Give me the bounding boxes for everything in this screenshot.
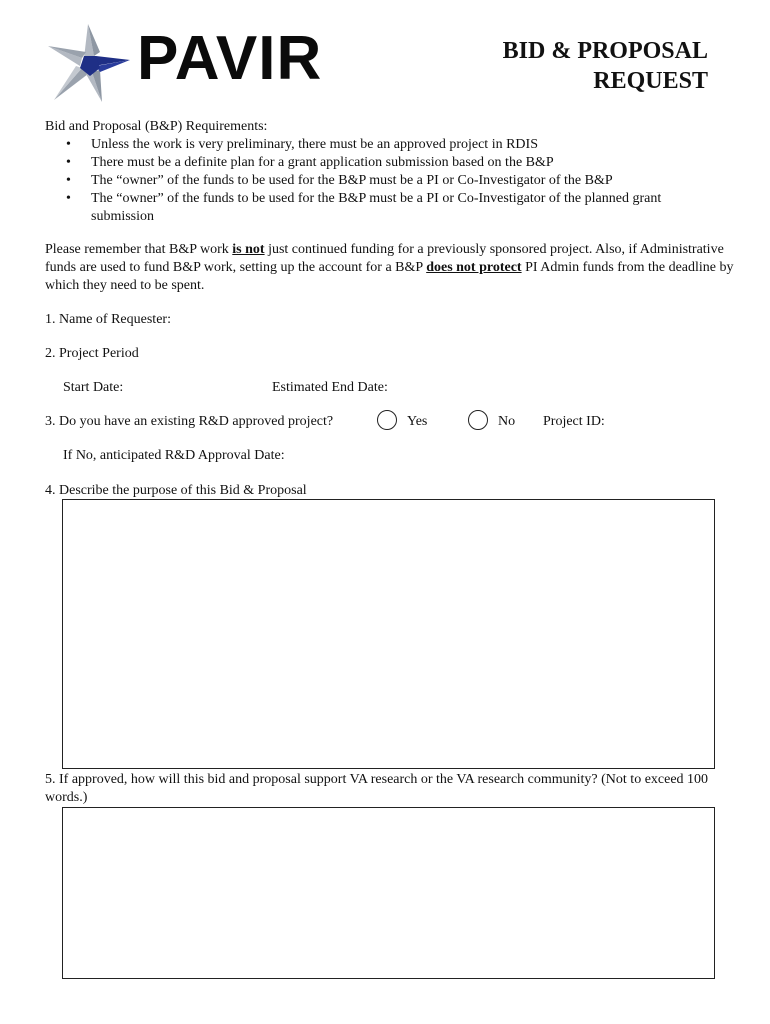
funding-notice bbox=[45, 241, 735, 295]
yes-label: Yes bbox=[407, 414, 428, 429]
notice-emphasis-does-not-protect: does not protect bbox=[426, 260, 522, 275]
requirement-text: The “owner” of the funds to be used for the B&P must be a PI or Co-Investigator of the B&P bbox=[91, 173, 613, 188]
requirements-list bbox=[0, 136, 770, 226]
pavir-star-logo-icon bbox=[44, 22, 132, 104]
purpose-textarea[interactable] bbox=[62, 499, 715, 769]
project-id-label: Project ID: bbox=[543, 414, 605, 429]
notice-text: Please remember that B&P work bbox=[45, 242, 233, 257]
purpose-label: 4. Describe the purpose of this Bid & Proposal bbox=[45, 483, 307, 498]
list-item bbox=[0, 154, 691, 172]
bullet: • bbox=[66, 173, 71, 188]
start-date-label: Start Date: bbox=[63, 380, 124, 395]
requirement-text: The “owner” of the funds to be used for the B&P must be a PI or Co-Investigator of the planned grant submission bbox=[91, 191, 662, 224]
approved-project-question: 3. Do you have an existing R&D approved project? bbox=[45, 414, 334, 429]
list-item bbox=[0, 190, 691, 226]
end-date-label: Estimated End Date: bbox=[272, 380, 388, 395]
yes-radio[interactable] bbox=[377, 410, 397, 430]
approval-date-field[interactable] bbox=[300, 445, 714, 467]
list-item bbox=[0, 172, 691, 190]
notice-emphasis-is-not: is not bbox=[232, 242, 265, 257]
form-title-line-1: BID & PROPOSAL bbox=[502, 38, 708, 64]
support-va-research-textarea[interactable] bbox=[62, 807, 715, 979]
bullet: • bbox=[66, 191, 71, 206]
support-va-research-label: 5. If approved, how will this bid and proposal support VA research or the VA research community? (Not to exceed 100 words.) bbox=[45, 772, 709, 805]
approval-date-label: If No, anticipated R&D Approval Date: bbox=[63, 448, 285, 463]
end-date-field[interactable] bbox=[400, 377, 714, 399]
bullet: • bbox=[66, 137, 71, 152]
form-title-line-2: REQUEST bbox=[593, 68, 708, 94]
requirement-text: There must be a definite plan for a grant application submission based on the B&P bbox=[91, 155, 554, 170]
requirement-text: Unless the work is very preliminary, there must be an approved project in RDIS bbox=[91, 137, 538, 152]
pavir-logo-text: PAVIR bbox=[137, 24, 323, 93]
no-label: No bbox=[498, 414, 516, 429]
bullet: • bbox=[66, 155, 71, 170]
requester-name-label: 1. Name of Requester: bbox=[45, 312, 171, 327]
list-item bbox=[0, 136, 691, 154]
no-radio[interactable] bbox=[468, 410, 488, 430]
requirements-heading: Bid and Proposal (B&P) Requirements: bbox=[45, 119, 268, 134]
notice-text: PI Admin funds from the deadline by which they need to be spent. bbox=[45, 260, 734, 293]
form-title bbox=[503, 36, 708, 96]
project-id-field[interactable] bbox=[612, 411, 716, 433]
notice-text: just continued funding for a previously sponsored project. Also, if Administrative funds are used to fund B&P work, setting up the account for a B&P bbox=[45, 242, 724, 275]
requester-name-field[interactable] bbox=[190, 309, 714, 331]
start-date-field[interactable] bbox=[135, 377, 264, 399]
project-period-label: 2. Project Period bbox=[45, 346, 139, 361]
